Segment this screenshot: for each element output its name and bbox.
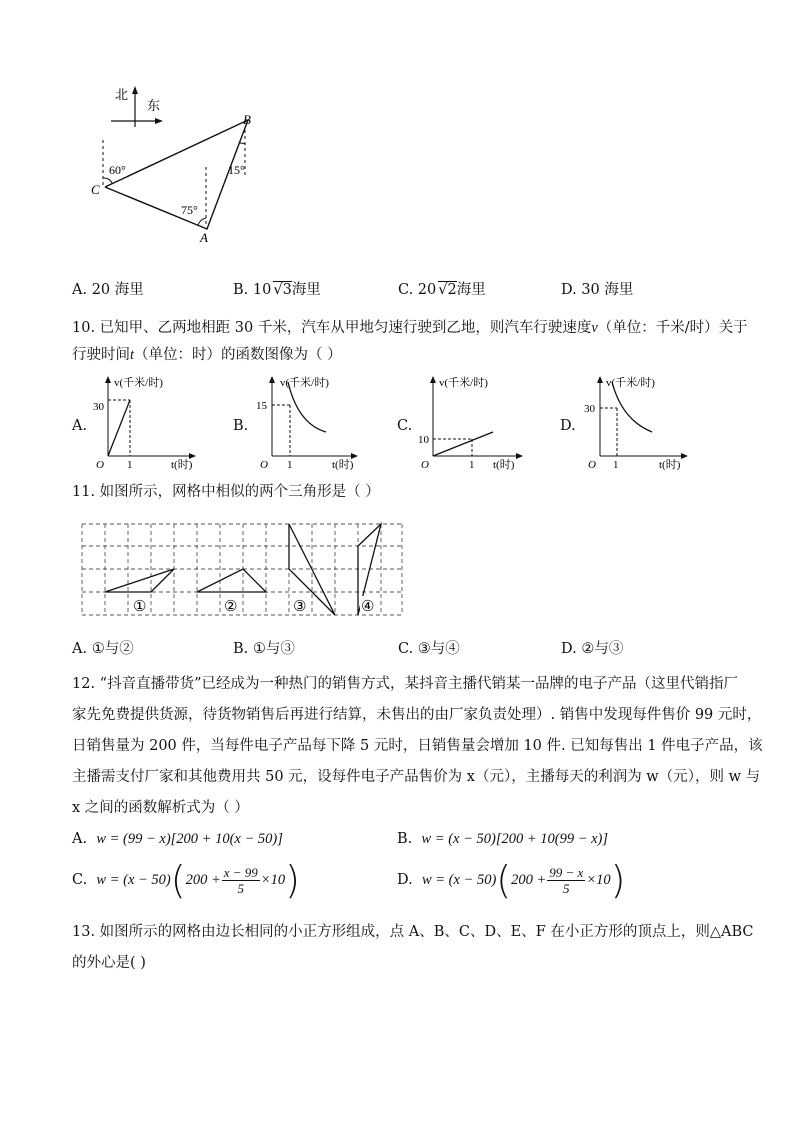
q12-stem-line3: 日销售量为 200 件，当每件电子产品每下降 5 元时，日销售量会增加 10 件. 已知每售出 1 件电子产品，该	[72, 738, 763, 754]
q12-option-c[interactable]: C. w = (x − 50) ( 200 + $\frac{x - 99}{5}$ ×10 )	[72, 858, 300, 902]
point-a-label: A	[200, 230, 208, 245]
point-c-label: C	[91, 182, 100, 197]
q13-stem-line1: 13. 如图所示的网格由边长相同的小正方形组成，点 A、B、C、D、E、F 在小正方形的顶点上，则△ABC	[72, 924, 754, 940]
svg-text:t(时): t(时)	[493, 459, 515, 471]
svg-text:1: 1	[287, 459, 293, 471]
q12-stem-line1: 12. “抖音直播带货”已经成为一种热门的销售方式，某抖音主播代销某一品牌的电子产品（这里代销指厂	[72, 676, 738, 692]
north-label: 北	[115, 87, 129, 102]
q10-stem-line2: 行驶时间t（单位：时）的函数图像为（ ）	[72, 347, 342, 363]
svg-text:②: ②	[224, 599, 238, 615]
q10-graph-d[interactable]	[580, 372, 695, 472]
svg-text:O: O	[421, 459, 429, 471]
svg-text:10: 10	[418, 434, 429, 446]
svg-text:1: 1	[613, 459, 619, 471]
q9-option-c[interactable]: C. 20 √2海里	[398, 282, 486, 298]
svg-text:④: ④	[361, 599, 375, 615]
svg-text:v(千米/时): v(千米/时)	[280, 377, 329, 389]
triangle-2	[197, 569, 266, 592]
q12-option-a[interactable]: A. w = (99 − x)[200 + 10(x − 50)]	[72, 831, 283, 847]
q12-stem-line2: 家先免费提供货源，待货物销售后再进行结算，未售出的由厂家负责处理）. 销售中发现每件售价 99 元时，	[72, 707, 762, 723]
svg-text:v(千米/时): v(千米/时)	[606, 377, 655, 389]
q9-option-d[interactable]: D. 30 海里	[561, 282, 634, 298]
angle-75-label: 75°	[181, 203, 198, 217]
svg-text:③: ③	[293, 599, 307, 615]
svg-text:1: 1	[127, 459, 133, 471]
q12-stem-line4: 主播需支付厂家和其他费用共 50 元，设每件电子产品售价为 x（元），主播每天的利润为 w（元），则 w 与	[72, 769, 761, 785]
q10-option-d-letter[interactable]: D.	[560, 418, 576, 434]
q11-option-a[interactable]: A. ①与②	[72, 641, 134, 657]
q10-option-a-letter[interactable]: A.	[72, 418, 88, 434]
q11-stem: 11. 如图所示，网格中相似的两个三角形是（ ）	[72, 484, 380, 500]
svg-text:1: 1	[469, 459, 475, 471]
east-label: 东	[147, 98, 161, 113]
q11-option-b[interactable]: B. ①与③	[233, 641, 295, 657]
svg-text:①: ①	[133, 599, 147, 615]
q12-stem-line5: x 之间的函数解析式为（ ）	[72, 800, 249, 816]
q10-graph-b[interactable]	[250, 372, 365, 472]
angle-15-label: 15°	[228, 163, 245, 177]
q11-grid-figure	[80, 522, 405, 618]
east-arrow-icon	[155, 118, 163, 124]
svg-text:O: O	[260, 459, 268, 471]
svg-text:t(时): t(时)	[332, 459, 354, 471]
svg-text:O: O	[588, 459, 596, 471]
q11-option-c[interactable]: C. ③与④	[398, 641, 460, 657]
triangle-1	[105, 569, 174, 592]
q13-stem-line2: 的外心是( )	[72, 955, 146, 971]
q9-option-b[interactable]: B. 10 √3海里	[233, 282, 321, 298]
q12-option-d[interactable]: D. w = (x − 50) ( 200 + $\frac{99 - x}{5}$ ×10 )	[397, 858, 626, 902]
svg-text:15: 15	[256, 400, 267, 412]
svg-text:v(千米/时): v(千米/时)	[114, 377, 163, 389]
north-arrow-icon	[132, 86, 138, 94]
q10-option-c-letter[interactable]: C.	[397, 418, 413, 434]
figure-q9-bearing-diagram	[85, 82, 265, 252]
q10-graph-a[interactable]	[88, 372, 203, 472]
svg-text:30: 30	[584, 403, 595, 415]
svg-text:O: O	[96, 459, 104, 471]
q11-option-d[interactable]: D. ②与③	[561, 641, 624, 657]
q10-graph-c[interactable]	[415, 372, 530, 472]
svg-text:t(时): t(时)	[171, 459, 193, 471]
svg-text:v(千米/时): v(千米/时)	[439, 377, 488, 389]
q12-option-b[interactable]: B. w = (x − 50)[200 + 10(99 − x)]	[397, 831, 609, 847]
q10-stem-line1: 10. 已知甲、乙两地相距 30 千米，汽车从甲地匀速行驶到乙地，则汽车行驶速度v（单位：千米/时）关于	[72, 320, 748, 336]
q9-option-a[interactable]: A. 20 海里	[72, 282, 144, 298]
angle-60-label: 60°	[109, 163, 126, 177]
point-b-label: B	[243, 112, 251, 127]
svg-text:30: 30	[93, 401, 104, 413]
q10-option-b-letter[interactable]: B.	[233, 418, 249, 434]
svg-text:t(时): t(时)	[659, 459, 681, 471]
